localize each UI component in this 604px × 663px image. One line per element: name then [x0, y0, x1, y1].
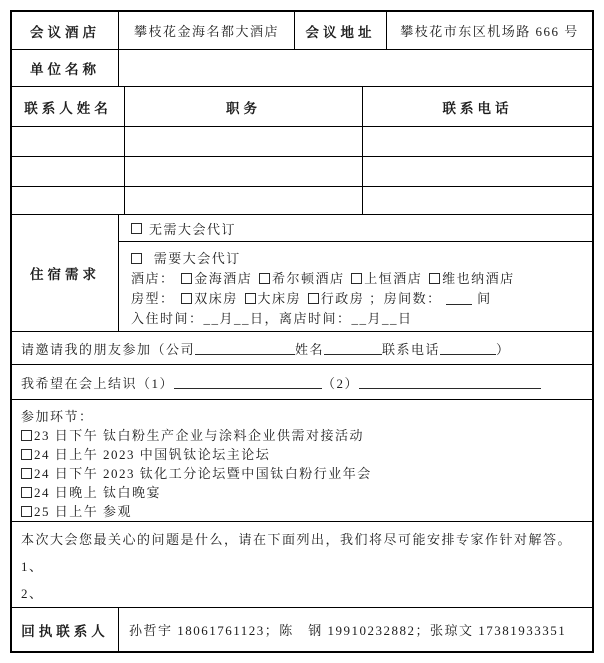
checkbox-icon[interactable]	[21, 506, 32, 517]
session-item	[21, 425, 584, 444]
conference-address-label: 会议地址	[295, 12, 387, 49]
checkbox-icon[interactable]	[351, 273, 362, 284]
phone-cell[interactable]	[363, 157, 592, 186]
name-blank[interactable]	[324, 341, 382, 355]
meet-prefix-label: 我希望在会上结识（1）	[21, 375, 175, 391]
checkbox-icon[interactable]	[308, 293, 319, 304]
position-cell[interactable]	[125, 127, 363, 156]
accommodation-row	[12, 215, 592, 332]
hotel-option-label: 金海酒店	[194, 270, 253, 286]
hotel-address-row	[12, 12, 592, 50]
reply-contact-label: 回执联系人	[12, 608, 119, 651]
reply-contact-value: 孙哲宇 18061761123；陈 钢 19910232882；张琼文 17381933351	[129, 623, 567, 638]
checkbox-icon[interactable]	[181, 273, 192, 284]
room-count-suffix: 间	[477, 290, 492, 306]
conference-hotel-value: 攀枝花金海名都大酒店	[119, 12, 295, 49]
checkbox-icon[interactable]	[21, 430, 32, 441]
meet-blank-1[interactable]	[174, 375, 322, 389]
checkbox-icon[interactable]	[429, 273, 440, 284]
contact-row	[12, 157, 592, 187]
session-label: 24 日下午 2023 钛化工分论坛暨中国钛白粉行业年会	[34, 466, 372, 481]
need-booking-label: 需要大会代订	[153, 250, 241, 266]
question-line-1[interactable]: 1、	[21, 559, 44, 574]
invite-name-label: 姓名	[295, 341, 325, 357]
session-label: 23 日下午 钛白粉生产企业与涂料企业供需对接活动	[34, 428, 365, 443]
room-type-label: 行政房	[320, 290, 365, 306]
sessions-title: 参加环节：	[21, 409, 94, 424]
invite-phone-label: 联系电话	[382, 341, 441, 357]
conference-hotel-label: 会议酒店	[12, 12, 119, 49]
phone-cell[interactable]	[363, 187, 592, 214]
session-item	[21, 444, 584, 463]
contact-name-cell[interactable]	[12, 127, 125, 156]
no-booking-option	[119, 215, 592, 242]
checkbox-icon[interactable]	[131, 253, 142, 264]
session-item	[21, 482, 584, 501]
unit-name-row	[12, 50, 592, 87]
session-label: 24 日晚上 钛白晚宴	[34, 485, 162, 500]
session-item	[21, 501, 584, 520]
checkbox-icon[interactable]	[181, 293, 192, 304]
need-booking-option	[131, 248, 584, 267]
checkbox-icon[interactable]	[21, 449, 32, 460]
position-cell[interactable]	[125, 187, 363, 214]
conference-address-value: 攀枝花市东区机场路 666 号	[400, 24, 579, 39]
contact-header-row	[12, 87, 592, 127]
room-type-line	[131, 288, 584, 307]
hotel-option-label: 维也纳酒店	[442, 270, 515, 286]
contact-name-cell[interactable]	[12, 187, 125, 214]
session-label: 24 日上午 2023 中国钒钛论坛主论坛	[34, 447, 271, 462]
hotel-prefix-label: 酒店：	[131, 270, 175, 286]
room-type-label: 大床房	[257, 290, 302, 306]
questions-prompt: 本次大会您最关心的问题是什么，请在下面列出，我们将尽可能安排专家作针对解答。	[21, 532, 573, 547]
accommodation-label: 住宿需求	[12, 215, 119, 331]
checkbox-icon[interactable]	[259, 273, 270, 284]
session-item	[21, 463, 584, 482]
checkbox-icon[interactable]	[131, 223, 142, 234]
contact-row	[12, 127, 592, 157]
phone-cell[interactable]	[363, 127, 592, 156]
hotel-option-label: 上恒酒店	[364, 270, 423, 286]
contact-name-cell[interactable]	[12, 157, 125, 186]
invite-friends-row	[12, 332, 592, 365]
checkbox-icon[interactable]	[21, 487, 32, 498]
sessions-row	[12, 400, 592, 522]
hotel-option-label: 希尔顿酒店	[272, 270, 345, 286]
position-cell[interactable]	[125, 157, 363, 186]
room-count-label: ；房间数：	[369, 290, 442, 306]
no-booking-label: 无需大会代订	[149, 221, 237, 237]
contact-row	[12, 187, 592, 215]
meet-people-row	[12, 365, 592, 400]
checkbox-icon[interactable]	[21, 468, 32, 479]
position-header: 职务	[125, 87, 363, 126]
meet-blank-2[interactable]	[359, 375, 541, 389]
room-prefix-label: 房型：	[131, 290, 175, 306]
unit-name-value[interactable]	[119, 50, 592, 86]
meet-second-label: （2）	[322, 375, 360, 391]
checkin-checkout-line: 入住时间：__月__日，离店时间：__月__日	[131, 310, 413, 326]
registration-form-table	[10, 10, 594, 653]
reply-contact-row	[12, 608, 592, 651]
contact-name-header: 联系人姓名	[12, 87, 125, 126]
room-type-label: 双床房	[194, 290, 238, 306]
phone-blank[interactable]	[440, 341, 496, 355]
need-booking-section	[119, 242, 592, 331]
invite-prefix-label: 请邀请我的朋友参加（公司	[21, 341, 196, 357]
hotel-choice-line	[131, 268, 584, 287]
questions-row	[12, 522, 592, 608]
session-label: 25 日上午 参观	[34, 504, 133, 519]
phone-header: 联系电话	[442, 100, 513, 116]
question-line-2[interactable]: 2、	[21, 586, 44, 601]
checkbox-icon[interactable]	[245, 293, 256, 304]
invite-suffix-label: ）	[496, 341, 511, 357]
company-blank[interactable]	[195, 341, 295, 355]
room-count-blank[interactable]	[446, 291, 472, 305]
unit-name-label: 单位名称	[12, 50, 119, 86]
